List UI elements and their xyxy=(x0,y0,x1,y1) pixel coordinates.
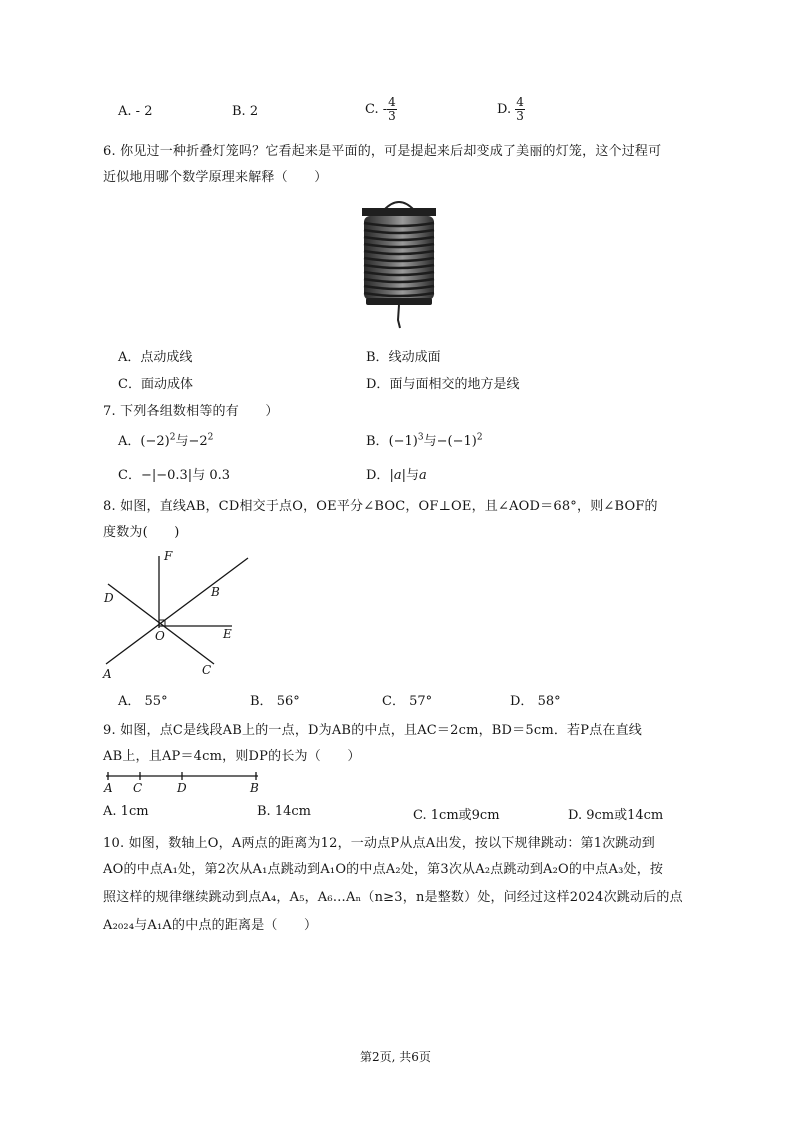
option-label: C． xyxy=(118,468,141,483)
expr-left: (−1) xyxy=(388,434,418,449)
lantern-bottom-cap xyxy=(366,298,432,305)
option-text: 线动成面 xyxy=(388,350,441,365)
expr-right: −(−1) xyxy=(436,434,477,449)
lantern-top-cap xyxy=(362,208,436,216)
q9-stem-line2: AB上，且AP＝4cm，则DP的长为（ ） xyxy=(103,749,361,764)
option-value: 2 xyxy=(249,104,259,119)
q5-option-d xyxy=(497,96,525,123)
fraction xyxy=(515,96,525,123)
expr-connector: 与 xyxy=(192,468,206,483)
page-number: 第2页, 共6页 xyxy=(360,1050,431,1064)
option-label: A． xyxy=(118,694,141,709)
option-text: 14cm xyxy=(274,804,311,819)
expr-right: a xyxy=(418,468,427,483)
q9-option-b xyxy=(257,804,311,819)
q10-stem-line2: AO的中点A₁处，第2次从A₁点跳动到A₁O的中点A₂处，第3次从A₂点跳动到A₂O的中点A₃处，按 xyxy=(103,862,664,877)
lantern-tassel xyxy=(398,305,400,328)
q7-stem: 7. 下列各组数相等的有 ） xyxy=(103,404,279,419)
q6-option-b xyxy=(366,346,441,365)
expr-right: 0.3 xyxy=(209,468,231,483)
q8-option-a xyxy=(118,690,168,709)
exponent: 2 xyxy=(207,432,214,443)
label-d: D xyxy=(104,591,114,605)
q5-option-b xyxy=(232,104,258,119)
fraction-numerator: 4 xyxy=(388,95,396,109)
lantern-image xyxy=(356,196,442,332)
fraction-numerator: 4 xyxy=(516,95,524,109)
q9-option-d xyxy=(568,804,663,823)
label-a: A xyxy=(104,781,113,795)
option-label: C. xyxy=(413,808,427,823)
q7-option-b xyxy=(366,430,483,449)
label-o: O xyxy=(155,629,165,643)
option-label: C. xyxy=(365,102,379,117)
fraction-denominator: 3 xyxy=(388,109,396,123)
q5-option-c xyxy=(365,96,397,123)
q8-option-d xyxy=(510,690,561,709)
q6-option-d xyxy=(366,373,519,392)
q10-stem-line1: 10. 如图，数轴上O，A两点的距离为12，一动点P从点A出发，按以下规律跳动：第1次跳动到 xyxy=(103,836,656,851)
q6-option-c xyxy=(118,373,193,392)
exponent: 2 xyxy=(476,432,483,443)
line-ab xyxy=(106,558,248,664)
option-label: D. xyxy=(568,808,583,823)
expr-connector: 与 xyxy=(423,434,437,449)
option-text: 9cm或14cm xyxy=(586,808,664,823)
label-d: D xyxy=(177,781,187,795)
q5-option-a xyxy=(118,104,152,119)
q8-stem-line2: 度数为( ) xyxy=(103,525,180,540)
option-value: - 2 xyxy=(135,104,153,119)
fraction-denominator: 3 xyxy=(516,109,524,123)
expr-left: (−2) xyxy=(140,434,170,449)
q7-option-d xyxy=(366,464,427,483)
option-text: 57° xyxy=(409,694,433,709)
option-label: A. xyxy=(118,104,132,119)
option-label: D． xyxy=(366,468,390,483)
label-a: A xyxy=(103,667,112,681)
label-f: F xyxy=(164,549,173,563)
option-text: 55° xyxy=(144,694,168,709)
option-label: C． xyxy=(382,694,405,709)
q6-stem-line2: 近似地用哪个数学原理来解释（ ） xyxy=(103,170,328,185)
label-b: B xyxy=(211,585,220,599)
option-label: D. xyxy=(497,102,512,117)
label-c: C xyxy=(202,663,212,677)
expr-connector: 与 xyxy=(175,434,189,449)
option-text: 面动成体 xyxy=(140,377,193,392)
q8-stem-line1: 8. 如图，直线AB，CD相交于点O，OE平分∠BOC，OF⊥OE，且∠AOD＝68°，则∠BOF的 xyxy=(103,499,658,514)
option-text: 面与面相交的地方是线 xyxy=(389,377,520,392)
label-c: C xyxy=(133,781,143,795)
label-b: B xyxy=(250,781,259,795)
q8-angle-figure xyxy=(98,546,258,686)
option-text: 1cm xyxy=(120,804,149,819)
option-label: B． xyxy=(366,350,389,365)
exponent: 2 xyxy=(169,432,176,443)
q6-stem-line1: 6. 你见过一种折叠灯笼吗？它看起来是平面的，可是提起来后却变成了美丽的灯笼，这个过程可 xyxy=(103,144,662,159)
option-label: A． xyxy=(118,350,141,365)
expr-left: |a| xyxy=(389,468,406,483)
q9-stem-line1: 9. 如图，点C是线段AB上的一点，D为AB的中点，且AC＝2cm，BD＝5cm．若P点在直线 xyxy=(103,723,643,738)
option-label: C． xyxy=(118,377,141,392)
expr-connector: 与 xyxy=(405,468,419,483)
option-label: B. xyxy=(232,104,246,119)
option-text: 1cm或9cm xyxy=(430,808,500,823)
option-label: B． xyxy=(250,694,273,709)
q9-segment-figure xyxy=(98,768,268,796)
option-label: B． xyxy=(366,434,389,449)
label-e: E xyxy=(223,627,232,641)
option-label: A. xyxy=(103,804,117,819)
q9-option-a xyxy=(103,804,149,819)
q6-option-a xyxy=(118,346,192,365)
fraction xyxy=(387,96,397,123)
expr-left: −|−0.3| xyxy=(140,468,193,483)
option-text: 点动成线 xyxy=(140,350,193,365)
q9-option-c xyxy=(413,804,500,823)
exponent: 3 xyxy=(417,432,424,443)
q8-option-b xyxy=(250,690,300,709)
q7-option-a xyxy=(118,430,213,449)
option-label: B. xyxy=(257,804,271,819)
option-label: A． xyxy=(118,434,141,449)
q7-option-c xyxy=(118,464,230,483)
q8-option-c xyxy=(382,690,432,709)
option-text: 56° xyxy=(276,694,300,709)
option-label: D． xyxy=(510,694,534,709)
q10-stem-line4: A₂₀₂₄与A₁A的中点的距离是（ ） xyxy=(103,918,318,933)
option-label: D． xyxy=(366,377,390,392)
expr-right: −2 xyxy=(188,434,208,449)
q10-stem-line3: 照这样的规律继续跳动到点A₄，A₅，A₆…Aₙ（n≥3，n是整数）处，问经过这样2024次跳动后的点 xyxy=(103,890,683,905)
option-text: 58° xyxy=(537,694,561,709)
fraction-sign: - xyxy=(382,102,388,117)
